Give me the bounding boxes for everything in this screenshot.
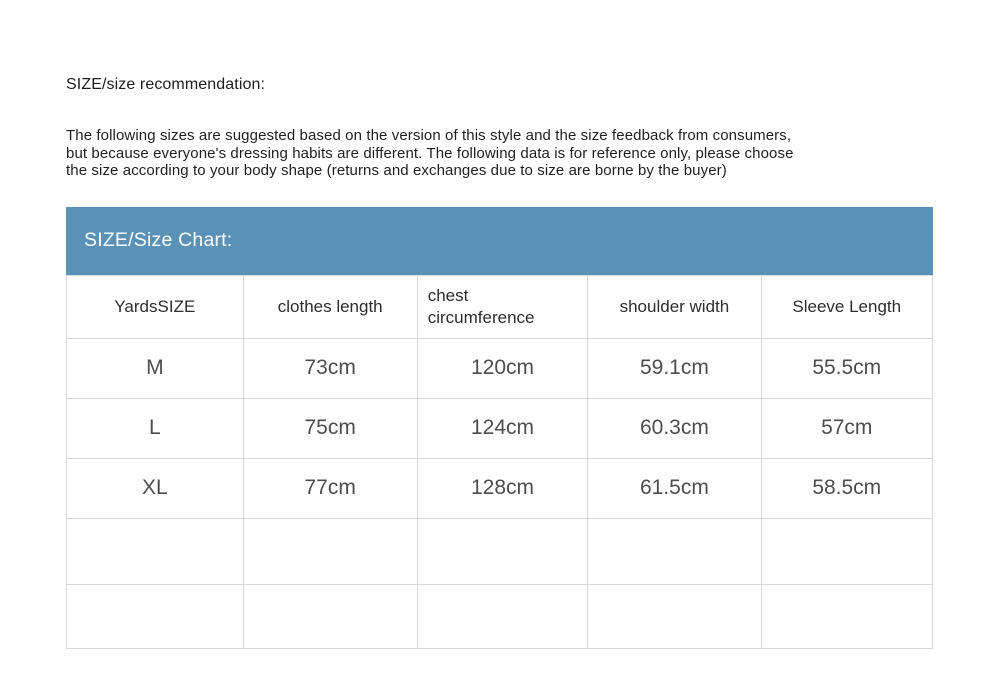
table-cell: 57cm bbox=[761, 398, 933, 458]
table-cell bbox=[588, 518, 761, 584]
description-line: The following sizes are suggested based on the version of this style and the size feedback from consumers, bbox=[66, 127, 792, 144]
table-cell: 55.5cm bbox=[761, 338, 933, 398]
table-cell bbox=[67, 584, 244, 648]
table-cell: 59.1cm bbox=[588, 338, 761, 398]
table-cell: 124cm bbox=[417, 398, 588, 458]
table-cell: 77cm bbox=[243, 458, 417, 518]
table-cell bbox=[761, 518, 933, 584]
section-heading: SIZE/size recommendation: bbox=[66, 76, 266, 93]
table-cell: 73cm bbox=[243, 338, 417, 398]
table-cell: L bbox=[67, 398, 244, 458]
size-chart-table bbox=[66, 275, 933, 649]
size-description bbox=[66, 127, 933, 180]
table-cell bbox=[417, 584, 588, 648]
size-chart-title: SIZE/Size Chart: bbox=[84, 229, 233, 251]
column-header bbox=[588, 275, 761, 338]
column-header bbox=[67, 275, 244, 338]
column-header-label: clothes length bbox=[277, 296, 383, 316]
size-recommendation-section bbox=[66, 0, 933, 649]
column-header bbox=[243, 275, 417, 338]
table-cell: XL bbox=[67, 458, 244, 518]
description-line: but because everyone's dressing habits are different. The following data is for reference only, please choose bbox=[66, 144, 794, 162]
table-cell: M bbox=[67, 338, 244, 398]
size-row-xl bbox=[67, 458, 933, 518]
column-header bbox=[761, 275, 933, 338]
column-header-label: shoulder width bbox=[619, 296, 730, 316]
table-cell bbox=[67, 518, 244, 584]
size-chart-title-bar bbox=[66, 207, 933, 275]
empty-row bbox=[67, 584, 933, 648]
table-cell: 128cm bbox=[417, 458, 588, 518]
column-header-label: chest circumference bbox=[427, 285, 535, 327]
table-cell bbox=[761, 584, 933, 648]
column-header bbox=[417, 275, 588, 338]
table-cell: 58.5cm bbox=[761, 458, 933, 518]
description-line: the size according to your body shape (returns and exchanges due to size are borne by the buyer) bbox=[66, 162, 727, 179]
table-header-row bbox=[67, 275, 933, 338]
table-cell bbox=[588, 584, 761, 648]
size-row-l bbox=[67, 398, 933, 458]
column-header-label: YardsSIZE bbox=[114, 296, 196, 316]
table-cell bbox=[417, 518, 588, 584]
table-cell: 60.3cm bbox=[588, 398, 761, 458]
table-cell bbox=[243, 584, 417, 648]
empty-row bbox=[67, 518, 933, 584]
size-row-m bbox=[67, 338, 933, 398]
table-cell: 61.5cm bbox=[588, 458, 761, 518]
column-header-label: Sleeve Length bbox=[792, 296, 902, 316]
table-cell: 120cm bbox=[417, 338, 588, 398]
table-cell bbox=[243, 518, 417, 584]
table-cell: 75cm bbox=[243, 398, 417, 458]
